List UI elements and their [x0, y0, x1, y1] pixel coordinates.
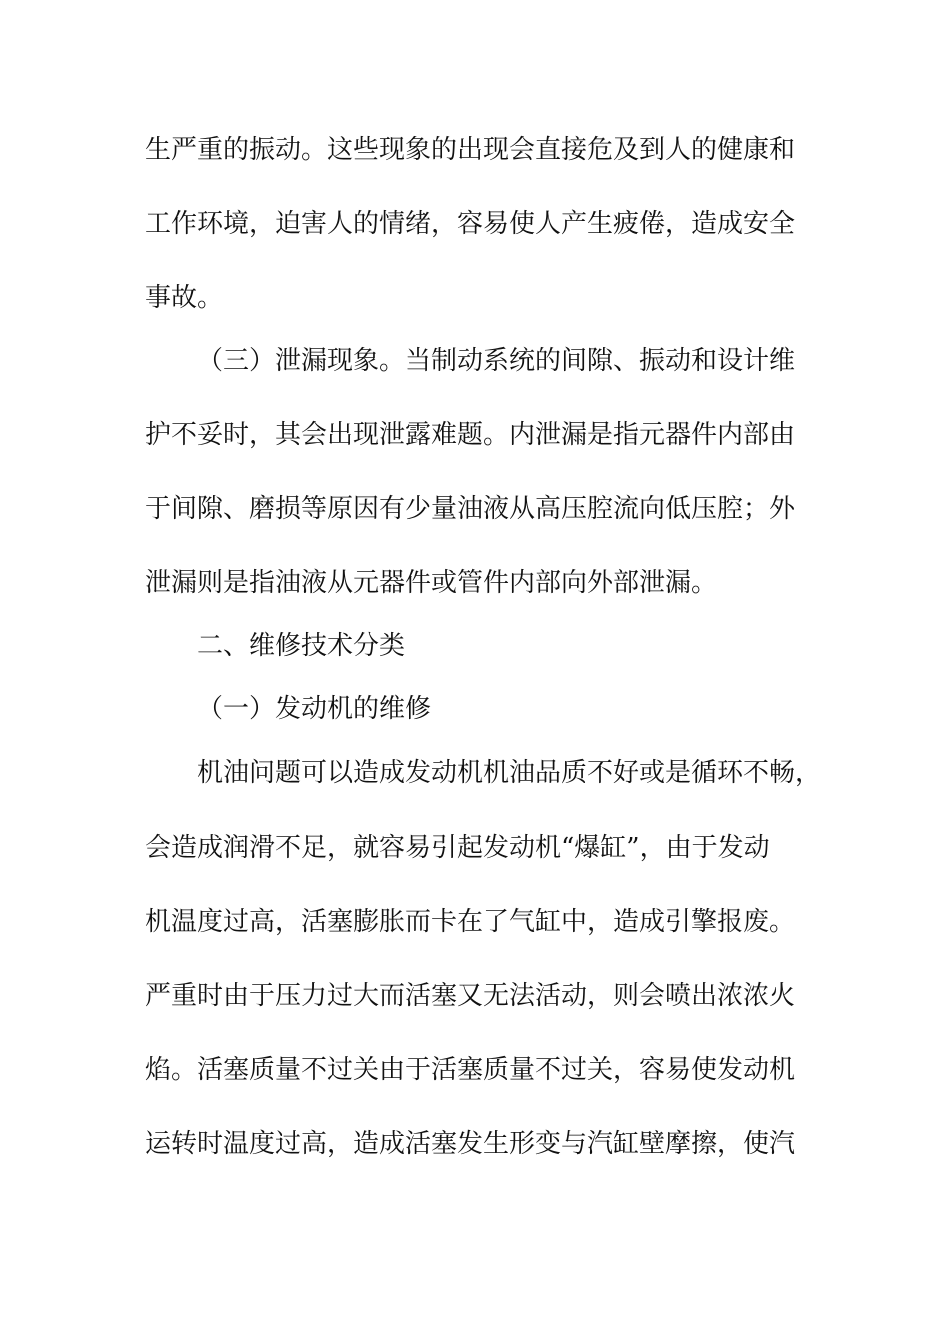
text-line: 会造成润滑不足，就容易引起发动机“爆缸”，由于发动: [145, 833, 770, 863]
text-line: 于间隙、磨损等原因有少量油液从高压腔流向低压腔；外: [145, 494, 796, 524]
text-line: 护不妥时，其会出现泄露难题。内泄漏是指元器件内部由: [145, 420, 796, 450]
section-heading: 二、维修技术分类: [197, 631, 406, 661]
text-line: 工作环境，迫害人的情绪，容易使人产生疲倦，造成安全: [145, 209, 796, 239]
text-line: 事故。: [145, 283, 224, 313]
text-line: 生严重的振动。这些现象的出现会直接危及到人的健康和: [145, 135, 796, 165]
text-line: 运转时温度过高，造成活塞发生形变与汽缸壁摩擦，使汽: [145, 1129, 796, 1159]
paragraph-start-line: （三）泄漏现象。当制动系统的间隙、振动和设计维: [197, 346, 796, 376]
text-line: 焰。活塞质量不过关由于活塞质量不过关，容易使发动机: [145, 1055, 796, 1085]
text-line: 严重时由于压力过大而活塞又无法活动，则会喷出浓浓火: [145, 981, 796, 1011]
text-line: 泄漏则是指油液从元器件或管件内部向外部泄漏。: [145, 568, 718, 598]
subsection-heading: （一）发动机的维修: [197, 694, 432, 724]
text-line: 机温度过高，活塞膨胀而卡在了气缸中，造成引擎报废。: [145, 907, 796, 937]
paragraph-start-line: 机油问题可以造成发动机机油品质不好或是循环不畅，: [197, 758, 822, 788]
